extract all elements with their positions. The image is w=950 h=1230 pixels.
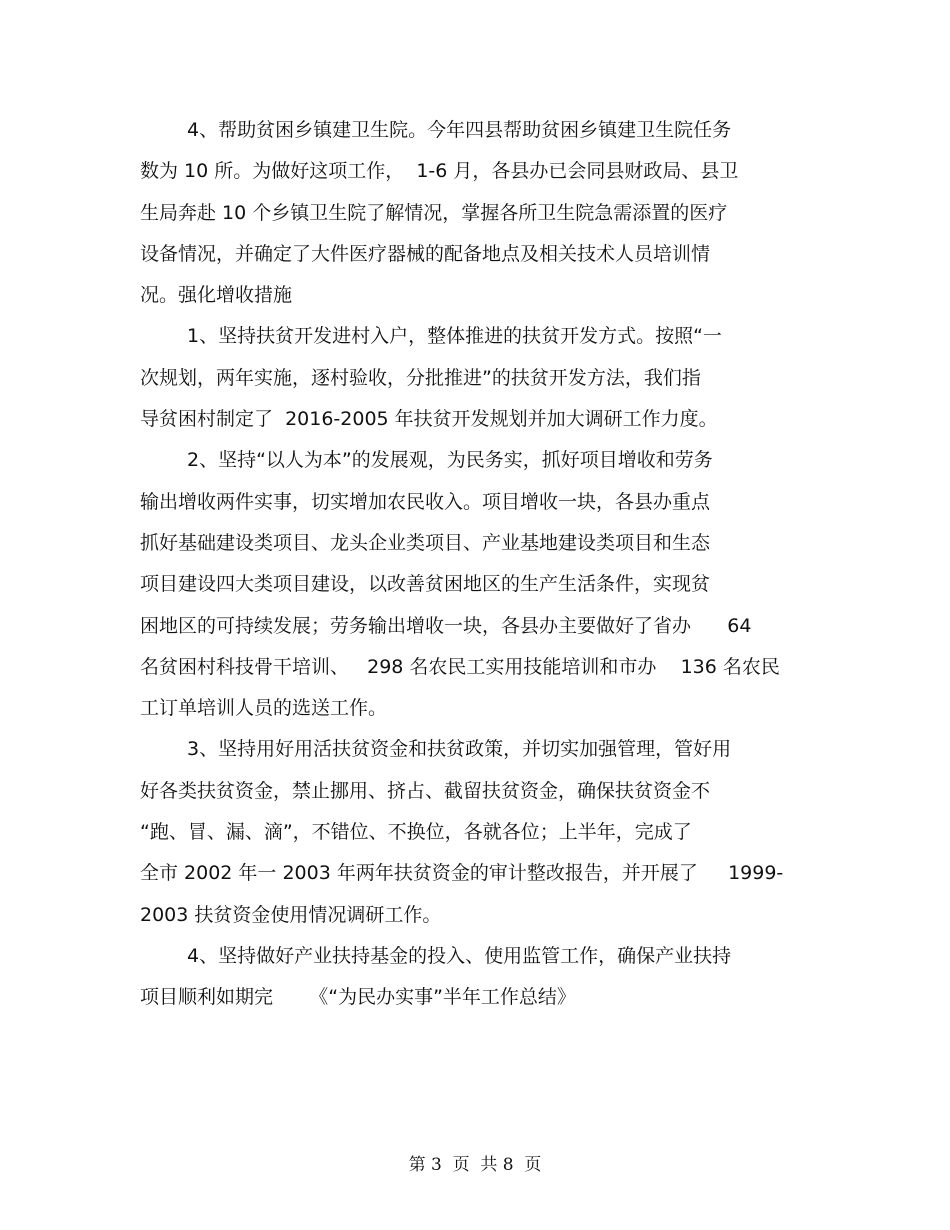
page-number-footer: 第 3 页 共 8 页 xyxy=(408,1155,542,1175)
paragraph-line: 导贫困村制定了 2016-2005 年扶贫开发规划并加大调研工作力度。 xyxy=(140,408,718,431)
paragraph-line: 4、坚持做好产业扶持基金的投入、使用监管工作，确保产业扶持 xyxy=(187,944,732,967)
paragraph-line: 好各类扶贫资金，禁止挪用、挤占、截留扶贫资金，确保扶贫资金不 xyxy=(140,779,711,802)
paragraph-line: 抓好基础建设类项目、龙头企业类项目、产业基地建设类项目和生态 xyxy=(140,531,711,554)
paragraph-line: 困地区的可持续发展；劳务输出增收一块，各县办主要做好了省办 64 xyxy=(140,614,752,637)
paragraph-line: 1、坚持扶贫开发进村入户，整体推进的扶贫开发方式。按照“一 xyxy=(187,325,722,348)
document-body xyxy=(140,110,820,1019)
paragraph-line: 设备情况，并确定了大件医疗器械的配备地点及相关技术人员培训情 xyxy=(140,242,711,265)
paragraph-line: 数为 10 所。为做好这项工作， 1-6 月，各县办已会同县财政局、县卫 xyxy=(140,160,739,183)
paragraph-line: 4、帮助贫困乡镇建卫生院。今年四县帮助贫困乡镇建卫生院任务 xyxy=(187,119,732,141)
paragraph-line: 工订单培训人员的选送工作。 xyxy=(140,697,388,720)
paragraph-line: 名贫困村科技骨干培训、 298 名农民工实用技能培训和市办 136 名农民 xyxy=(140,655,780,678)
paragraph-line: 输出增收两件实事，切实增加农民收入。项目增收一块，各县办重点 xyxy=(140,490,711,513)
paragraph-line: 次规划，两年实施，逐村验收，分批推进”的扶贫开发方法，我们指 xyxy=(140,366,701,389)
paragraph-line: 生局奔赴 10 个乡镇卫生院了解情况，掌握各所卫生院急需添置的医疗 xyxy=(140,201,728,224)
paragraph-line: 2、坚持“以人为本”的发展观，为民务实，抓好项目增收和劳务 xyxy=(187,449,713,472)
paragraph-line: 项目顺利如期完 《“为民办实事”半年工作总结》 xyxy=(140,986,576,1009)
paragraph-line: 全市 2002 年一 2003 年两年扶贫资金的审计整改报告，并开展了 1999- xyxy=(140,862,784,885)
paragraph-line: 2003 扶贫资金使用情况调研工作。 xyxy=(140,903,442,926)
paragraph-line: 3、坚持用好用活扶贫资金和扶贫政策，并切实加强管理，管好用 xyxy=(187,738,732,761)
paragraph-line: 项目建设四大类项目建设，以改善贫困地区的生产生活条件，实现贫 xyxy=(140,573,711,596)
paragraph-line: “跑、冒、漏、滴”，不错位、不换位，各就各位；上半年，完成了 xyxy=(140,821,692,844)
paragraph-line: 况。强化增收措施 xyxy=(140,284,293,307)
